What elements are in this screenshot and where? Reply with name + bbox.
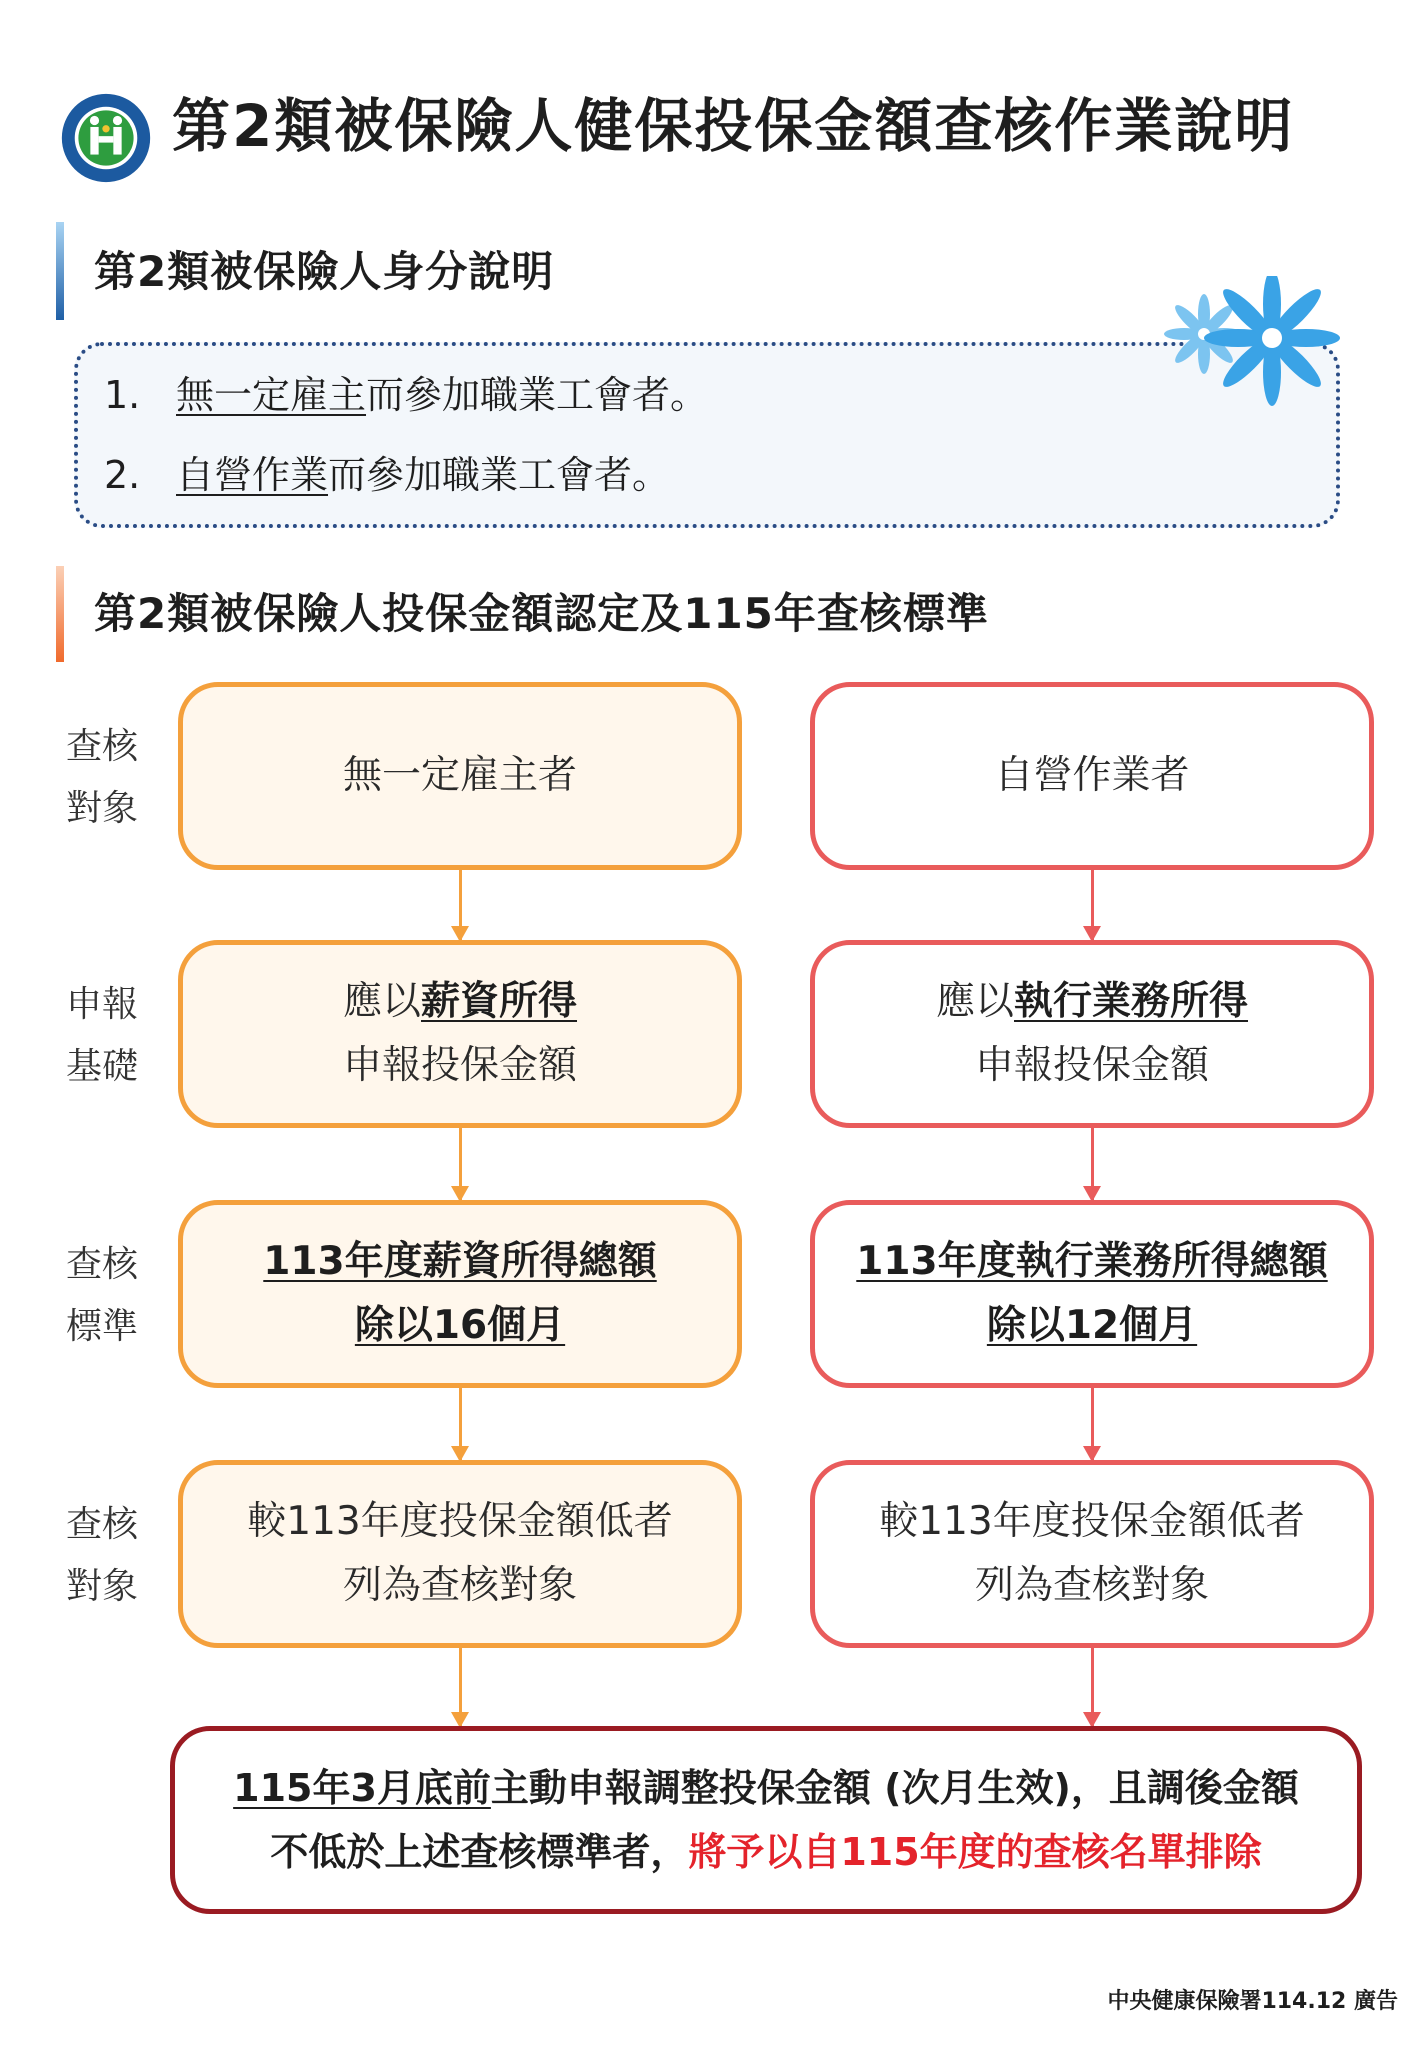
row-label-result [66,1494,156,1618]
box-text: 無一定雇主者 [342,753,577,798]
left-result-box [178,1460,742,1648]
result-deadline: 115年3月底前 [233,1766,491,1810]
flow-arrow [1091,1648,1094,1726]
result-line-2 [270,1820,1261,1884]
result-text: 主動申報調整投保金額 (次月生效)，且調後金額 [490,1766,1299,1810]
identity-item-2 [104,448,670,502]
right-target-box [810,682,1374,870]
footer-credit: 中央健康保險署114.12 廣告 [1107,1989,1398,2014]
box-text: 除以12個月 [986,1303,1198,1348]
row-label-line: 查核 [66,726,139,767]
box-text [343,970,577,1034]
left-basis-box [178,940,742,1128]
identity-item-1 [104,368,708,422]
item-key-term: 自營作業 [176,453,329,497]
basis-key-term: 執行業務所得 [1014,979,1249,1024]
flow-arrow [459,1388,462,1460]
basis-prefix: 應以 [935,979,1014,1024]
box-text: 除以16個月 [354,1303,566,1348]
right-basis-box [810,940,1374,1128]
flow-arrow [459,1648,462,1726]
result-line-1 [233,1756,1299,1820]
item-text: 而參加職業工會者。 [328,453,671,497]
box-text: 113年度執行業務所得總額 [856,1239,1328,1284]
item-text: 而參加職業工會者。 [366,373,709,417]
row-label-line: 申報 [66,984,139,1025]
item-key-term: 無一定雇主 [176,373,367,417]
row-label-target [66,716,156,840]
basis-prefix: 應以 [342,979,421,1024]
right-result-box [810,1460,1374,1648]
flow-arrow [1091,870,1094,940]
row-label-line: 對象 [66,788,139,829]
right-standard-box [810,1200,1374,1388]
section-title-standard: 第2類被保險人投保金額認定及115年查核標準 [94,589,989,638]
flow-arrow [1091,1128,1094,1200]
basis-key-term: 薪資所得 [421,979,578,1024]
box-text: 列為查核對象 [974,1563,1209,1608]
box-text: 列為查核對象 [342,1563,577,1608]
item-number: 2. [104,453,141,497]
flower-decoration-icon [1160,276,1340,416]
row-label-line: 查核 [66,1504,139,1545]
result-box [170,1726,1362,1914]
box-text: 申報投保金額 [342,1043,577,1088]
box-text: 113年度薪資所得總額 [263,1239,657,1284]
section-accent-bar [56,222,64,320]
left-target-box [178,682,742,870]
item-number: 1. [104,373,141,417]
result-highlight: 將予以自115年度的查核名單排除 [688,1830,1262,1874]
row-label-line: 標準 [66,1306,139,1347]
row-label-line: 基礎 [66,1046,139,1087]
flow-arrow [459,870,462,940]
box-text: 較113年度投保金額低者 [247,1499,673,1544]
page-title: 第2類被保險人健保投保金額查核作業說明 [172,92,1295,160]
row-label-standard [66,1234,156,1358]
flow-arrow [459,1128,462,1200]
left-standard-box [178,1200,742,1388]
section-accent-bar [56,566,64,662]
row-label-line: 查核 [66,1244,139,1285]
box-text: 較113年度投保金額低者 [879,1499,1305,1544]
box-text [936,970,1248,1034]
result-text: 不低於上述查核標準者， [270,1830,689,1874]
box-text: 自營作業者 [994,753,1190,798]
flow-arrow [1091,1388,1094,1460]
box-text: 申報投保金額 [974,1043,1209,1088]
row-label-line: 對象 [66,1566,139,1607]
row-label-basis [66,974,156,1098]
section-title-identity: 第2類被保險人身分說明 [94,247,555,296]
nhi-logo-icon [60,92,152,184]
